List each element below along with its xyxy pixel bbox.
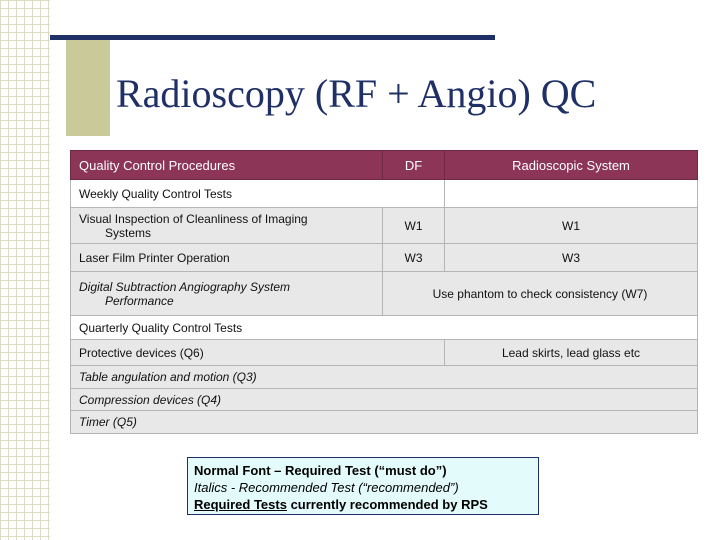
decorative-olive-block: [66, 38, 110, 136]
table-header-row: [71, 151, 698, 180]
visual-inspection-line1: Visual Inspection of Cleanliness of Imaging: [79, 211, 308, 226]
table-row: [71, 340, 698, 366]
table-row: [71, 208, 698, 244]
visual-df-cell: W1: [383, 208, 445, 244]
legend-rps: [194, 496, 532, 513]
dsa-note-cell: Use phantom to check consistency (W7): [383, 272, 698, 316]
table-row: [71, 272, 698, 316]
table-row: [71, 244, 698, 272]
table-row: [71, 389, 698, 411]
weekly-section-label: Weekly Quality Control Tests: [71, 180, 445, 208]
table-row: [71, 411, 698, 434]
timer-cell: Timer (Q5): [71, 411, 698, 434]
quarterly-section-row: [71, 316, 698, 340]
compression-cell: Compression devices (Q4): [71, 389, 698, 411]
header-procedures: Quality Control Procedures: [71, 151, 383, 180]
weekly-section-row: [71, 180, 698, 208]
visual-system-cell: W1: [445, 208, 698, 244]
protective-note-cell: Lead skirts, lead glass etc: [445, 340, 698, 366]
table-angulation-cell: Table angulation and motion (Q3): [71, 366, 698, 389]
legend-required: Normal Font – Required Test (“must do”): [194, 463, 447, 478]
protective-devices-cell: Protective devices (Q6): [71, 340, 445, 366]
decorative-grid-strip: [0, 0, 50, 540]
dsa-line1: Digital Subtraction Angiography System: [79, 279, 290, 294]
legend-required-tests: Required Tests: [194, 497, 287, 512]
laser-df-cell: W3: [383, 244, 445, 272]
legend-recommended: Italics - Recommended Test (“recommended”): [194, 480, 459, 495]
header-df: DF: [383, 151, 445, 180]
title-rule: [50, 35, 495, 40]
table-row: [71, 366, 698, 389]
quarterly-section-label: Quarterly Quality Control Tests: [71, 316, 698, 340]
dsa-line2: Performance: [105, 293, 174, 308]
legend-rps-rest: currently recommended by RPS: [286, 497, 488, 512]
laser-system-cell: W3: [445, 244, 698, 272]
visual-inspection-line2: Systems: [105, 225, 152, 240]
slide-title: Radioscopy (RF + Angio) QC: [116, 71, 597, 116]
legend-box: [187, 457, 539, 515]
visual-inspection-cell: [71, 208, 383, 244]
header-system: Radioscopic System: [445, 151, 698, 180]
dsa-cell: [71, 272, 383, 316]
laser-film-cell: Laser Film Printer Operation: [71, 244, 383, 272]
qc-table: [70, 150, 698, 434]
